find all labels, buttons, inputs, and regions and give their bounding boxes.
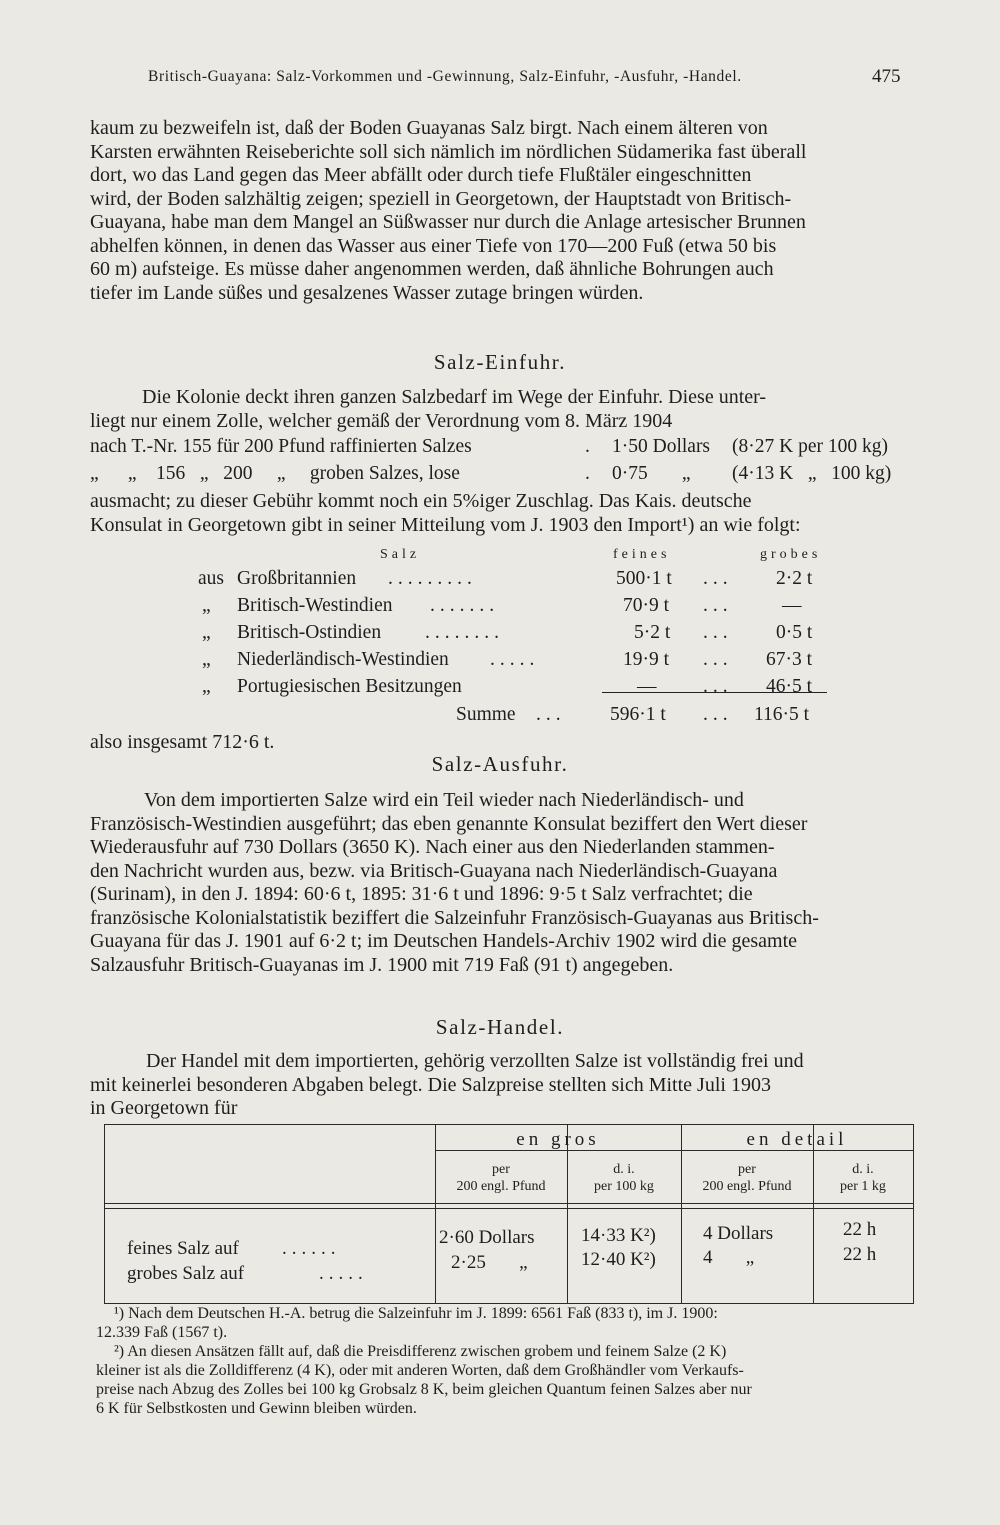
leader-dots: ... <box>703 676 733 697</box>
footnote-line: kleiner ist als die Zolldifferenz (4 K), oder mit anderen Worten, daß dem Großhändler vom Verkaufs- <box>96 1362 744 1379</box>
origin-name: Portugiesischen Besitzungen <box>237 676 462 697</box>
text-line: Der Handel mit dem importierten, gehörig verzollten Salze ist vollständig frei und <box>146 1050 804 1072</box>
footnote-line: 12.339 Faß (1567 t). <box>96 1324 228 1341</box>
value-feines: 70·9 t <box>623 595 670 616</box>
tariff-list <box>90 434 920 490</box>
leader-dots: ...... <box>282 1238 341 1259</box>
table-rule <box>105 1208 913 1209</box>
value-feines: 500·1 t <box>616 568 672 589</box>
ausfuhr-paragraph <box>90 789 908 977</box>
value-feines: 5·2 t <box>634 622 671 643</box>
sum-grobes: 116·5 t <box>754 704 810 725</box>
text-line: also insgesamt 712·6 t. <box>90 731 275 753</box>
leader-dots: ... <box>703 622 733 643</box>
value-grobes: 0·5 t <box>776 622 813 643</box>
group-header-endetail: en detail <box>746 1129 848 1150</box>
text-line: wird, der Boden salzhältig zeigen; speziell in Georgetown, der Hauptstadt von Britisch- <box>90 187 792 210</box>
table-rule <box>813 1125 814 1303</box>
running-head: Britisch-Guayana: Salz-Vorkommen und -Gewinnung, Salz-Einfuhr, -Ausfuhr, -Handel. <box>148 68 742 85</box>
column-header-grobes: grobes <box>760 547 822 562</box>
text-line: liegt nur einem Zolle, welcher gemäß der Verordnung vom 8. März 1904 <box>90 409 673 432</box>
tariff-price: 1·50 Dollars <box>612 436 711 457</box>
column-header: per 200 engl. Pfund <box>702 1162 792 1194</box>
origin-prefix: „ <box>202 676 211 697</box>
text-line: Konsulat in Georgetown gibt in seiner Mitteilung vom J. 1903 den Import¹) an wie folgt: <box>90 513 801 536</box>
table-rule <box>681 1125 682 1303</box>
text-line: tiefer im Lande süßes und gesalzenes Wasser zutage bringen würden. <box>90 281 644 304</box>
text-line: Karsten erwähnten Reiseberichte soll sich nämlich im nördlichen Südamerika fast überall <box>90 140 807 163</box>
text-line: in Georgetown für <box>90 1097 238 1119</box>
row-label: grobes Salz auf <box>127 1263 245 1284</box>
tariff-description: „ „ 156 „ 200 „ groben Salzes, lose <box>90 463 460 484</box>
tariff-conversion: (4·13 K „ 100 kg) <box>732 463 892 484</box>
value-grobes: 67·3 t <box>766 649 813 670</box>
text-line: dort, wo das Land gegen das Meer abfällt oder durch tiefe Flußtäler eingeschnitten <box>90 164 752 186</box>
leader-dots: ... <box>703 704 733 725</box>
leader-dots: ... <box>536 704 566 725</box>
value-grobes: — <box>782 595 802 616</box>
text-line: (Surinam), in den J. 1894: 60·6 t, 1895: 31·6 t und 1896: 9·5 t Salz verfrachtet; die <box>90 883 753 905</box>
origin-prefix: „ <box>202 622 211 643</box>
tariff-conversion: (8·27 K per 100 kg) <box>732 436 888 457</box>
origin-name: Britisch-Westindien <box>237 595 393 616</box>
einfuhr-paragraph-b <box>90 490 908 537</box>
row-label: feines Salz auf <box>127 1238 239 1259</box>
sum-rule <box>602 692 827 693</box>
value-feines: — <box>637 676 657 697</box>
table-rule <box>567 1125 568 1303</box>
value-grobes: 46·5 t <box>766 676 813 697</box>
text-line: Die Kolonie deckt ihren ganzen Salzbedarf im Wege der Einfuhr. Diese unter- <box>142 386 767 408</box>
table-rule <box>435 1125 436 1303</box>
sum-label: Summe <box>456 704 516 725</box>
price-cell: 22 h <box>843 1219 877 1240</box>
price-cell: 2·60 Dollars <box>439 1227 535 1248</box>
text-line: Von dem importierten Salze wird ein Teil wieder nach Niederländisch- und <box>144 789 744 811</box>
section-heading-ausfuhr: Salz-Ausfuhr. <box>431 752 569 776</box>
footnote-line: ²) An diesen Ansätzen fällt auf, daß die Preisdifferenz zwischen grobem und feinem Salze (2 K) <box>114 1343 727 1360</box>
text-line: kaum zu bezweifeln ist, daß der Boden Guayanas Salz birgt. Nach einem älteren von <box>90 117 768 139</box>
origin-name: Großbritannien <box>237 568 357 589</box>
origin-name: Britisch-Ostindien <box>237 622 382 643</box>
tariff-price: 0·75 „ <box>612 463 691 484</box>
text-line: abhelfen können, in denen das Wasser aus einer Tiefe von 170—200 Fuß (etwa 50 bis <box>90 234 777 257</box>
column-header: d. i. per 1 kg <box>840 1162 886 1194</box>
value-feines: 19·9 t <box>623 649 670 670</box>
table-rule <box>105 1203 913 1204</box>
leader-dots: ..... <box>490 649 540 670</box>
column-header: per 200 engl. Pfund <box>456 1162 546 1194</box>
column-header: d. i. per 100 kg <box>594 1162 654 1194</box>
price-cell: 14·33 K²) <box>581 1225 656 1246</box>
leader-dots: ... <box>703 649 733 670</box>
footnote-line: preise nach Abzug des Zolles bei 100 kg Grobsalz 8 K, beim gleichen Quantum feinen Salzes aber nur <box>96 1381 752 1398</box>
text-line: Wiederausfuhr auf 730 Dollars (3650 K). Nach einer aus den Niederlanden stammen- <box>90 836 775 858</box>
leader-dots: ... <box>703 595 733 616</box>
leader-dots: ..... <box>319 1263 368 1284</box>
leader-dots: ......... <box>388 568 477 589</box>
intro-paragraph <box>90 117 908 305</box>
page-number: 475 <box>872 66 901 87</box>
price-cell: 2·25 „ <box>451 1252 528 1273</box>
leader-dots: ........ <box>425 622 504 643</box>
tariff-leader: . <box>585 436 590 457</box>
price-cell: 4 Dollars <box>703 1223 774 1244</box>
leader-dots: ... <box>703 568 733 589</box>
price-cell: 22 h <box>843 1244 877 1265</box>
column-header-feines: feines <box>613 547 671 562</box>
price-cell: 4 „ <box>703 1247 755 1268</box>
text-line: Französisch-Westindien ausgeführt; das eben genannte Konsulat beziffert den Wert dieser <box>90 812 808 835</box>
text-line: ausmacht; zu dieser Gebühr kommt noch ein 5%iger Zuschlag. Das Kais. deutsche <box>90 490 752 512</box>
price-cell: 12·40 K²) <box>581 1249 656 1270</box>
text-line: den Nachricht wurden aus, bezw. via Britisch-Guayana nach Niederländisch-Guayana <box>90 859 778 882</box>
section-heading-einfuhr: Salz-Einfuhr. <box>433 350 567 374</box>
text-line: Guayana, habe man dem Mangel an Süßwasser nur durch die Anlage artesischer Brunnen <box>90 211 806 233</box>
price-table <box>104 1124 914 1304</box>
column-header-salz: Salz <box>380 547 421 562</box>
sum-feines: 596·1 t <box>610 704 666 725</box>
section-heading-handel: Salz-Handel. <box>435 1015 565 1039</box>
group-header-engros: en gros <box>516 1129 600 1150</box>
origin-prefix: „ <box>202 649 211 670</box>
origin-prefix: aus <box>198 568 224 589</box>
tariff-leader: . <box>585 463 590 484</box>
text-line: mit keinerlei besonderen Abgaben belegt. Die Salzpreise stellten sich Mitte Juli 1903 <box>90 1073 771 1096</box>
text-line: Guayana für das J. 1901 auf 6·2 t; im Deutschen Handels-Archiv 1902 wird die gesamte <box>90 930 798 952</box>
value-grobes: 2·2 t <box>776 568 813 589</box>
text-line: Salzausfuhr Britisch-Guayanas im J. 1900 mit 719 Faß (91 t) angegeben. <box>90 953 674 976</box>
footnote-line: 6 K für Selbstkosten und Gewinn bleiben würden. <box>96 1400 417 1417</box>
origin-name: Niederländisch-Westindien <box>237 649 449 670</box>
footnotes <box>96 1304 920 1418</box>
total-line <box>90 731 908 755</box>
origin-prefix: „ <box>202 595 211 616</box>
einfuhr-paragraph-a <box>90 386 908 433</box>
footnote-line: ¹) Nach dem Deutschen H.-A. betrug die Salzeinfuhr im J. 1899: 6561 Faß (833 t), im J. 1900: <box>114 1305 718 1322</box>
text-line: 60 m) aufsteige. Es müsse daher angenommen werden, daß ähnliche Bohrungen auch <box>90 258 774 280</box>
tariff-description: nach T.-Nr. 155 für 200 Pfund raffinierten Salzes <box>90 436 472 457</box>
text-line: französische Kolonialstatistik beziffert die Salzeinfuhr Französisch-Guayanas aus Britisch- <box>90 906 819 929</box>
handel-paragraph <box>90 1050 908 1121</box>
import-table <box>90 542 920 727</box>
leader-dots: ....... <box>430 595 500 616</box>
